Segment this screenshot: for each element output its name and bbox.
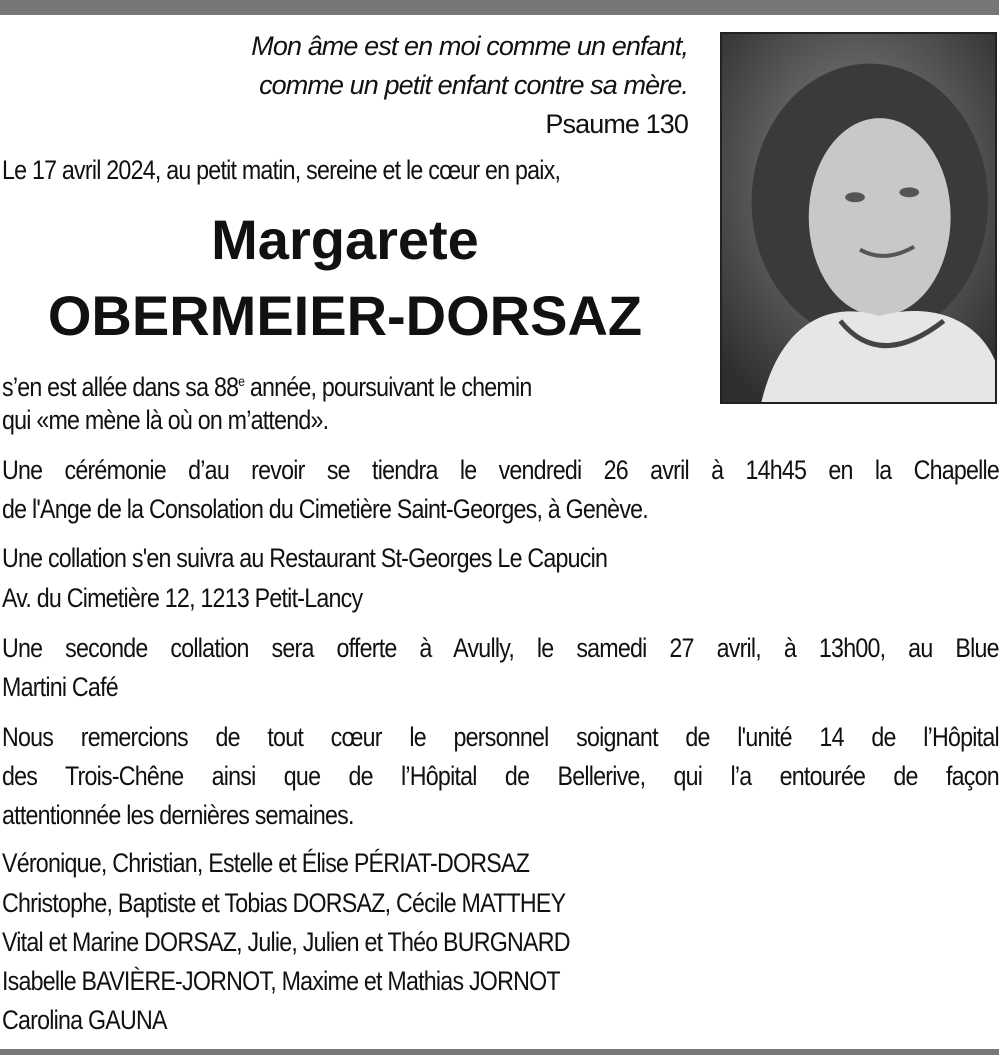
second-collation-line-2: Martini Café	[2, 672, 118, 702]
ceremony-line-1: Une cérémonie d’au revoir se tiendra le vendredi 26 avril à 14h45 en la Chapelle	[2, 455, 999, 485]
epigraph-line-1: Mon âme est en moi comme un enfant,	[251, 31, 688, 61]
thanks-line-1: Nous remercions de tout cœur le personnel soignant de l'unité 14 de l’Hôpital	[2, 722, 999, 752]
ceremony-line-2: de l'Ange de la Consolation du Cimetière Saint-Georges, à Genève.	[2, 494, 648, 524]
deceased-first-name: Margarete	[211, 208, 479, 271]
passing-line-1-start: s’en est allée dans sa 88	[2, 372, 239, 402]
thanks-line-3: attentionnée les dernières semaines.	[2, 800, 354, 830]
family-line-4: Isabelle BAVIÈRE-JORNOT, Maxime et Mathias JORNOT	[2, 966, 560, 996]
passing-line-2: qui «me mène là où on m’attend».	[2, 405, 329, 435]
family-line-3: Vital et Marine DORSAZ, Julie, Julien et Théo BURGNARD	[2, 927, 570, 957]
second-collation-line-1: Une seconde collation sera offerte à Avully, le samedi 27 avril, à 13h00, au Blue	[2, 633, 999, 663]
top-border	[0, 0, 999, 15]
epigraph	[168, 27, 688, 144]
epigraph-source: Psaume 130	[545, 109, 688, 139]
family-line-2: Christophe, Baptiste et Tobias DORSAZ, Cécile MATTHEY	[2, 888, 566, 918]
family-line-5: Carolina GAUNA	[2, 1005, 167, 1035]
collation-line-1: Une collation s'en suivra au Restaurant St-Georges Le Capucin	[2, 543, 608, 573]
collation-line-2: Av. du Cimetière 12, 1213 Petit-Lancy	[2, 583, 363, 613]
deceased-last-name: OBERMEIER-DORSAZ	[47, 284, 643, 347]
portrait-photo	[720, 32, 997, 404]
family-line-1: Véronique, Christian, Estelle et Élise PÉRIAT-DORSAZ	[2, 848, 530, 878]
epigraph-line-2: comme un petit enfant contre sa mère.	[259, 70, 688, 100]
bottom-border	[0, 1049, 999, 1055]
thanks-line-2: des Trois-Chêne ainsi que de l’Hôpital de Bellerive, qui l’a entourée de façon	[2, 761, 999, 791]
passing-line-1-end: année, poursuivant le chemin	[244, 372, 532, 402]
intro-line: Le 17 avril 2024, au petit matin, sereine et le cœur en paix,	[2, 155, 561, 185]
ordinal-suffix: e	[238, 373, 245, 389]
